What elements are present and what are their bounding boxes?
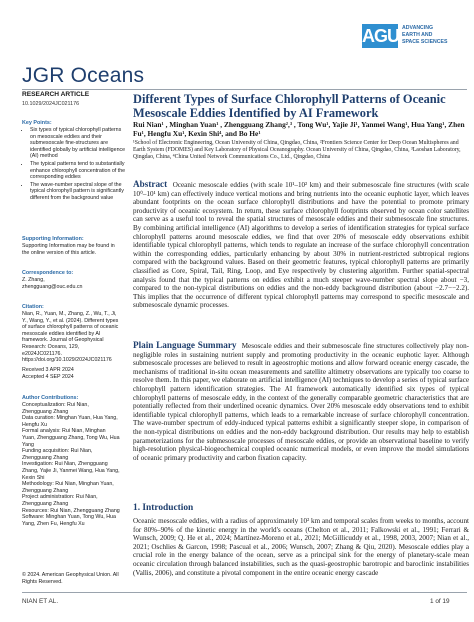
correspondence-label: Correspondence to: bbox=[22, 270, 74, 276]
correspondence-text[interactable]: Z. Zhang, zhengguang@ouc.edu.cn bbox=[22, 277, 83, 290]
agu-logo-mark: AGU bbox=[362, 26, 399, 46]
abstract-text: Oceanic mesoscale eddies (with scale 10¹–10² km) and their submesoscale fine structures (with scale 10⁰–10¹ km) can effectively induce vertical motions and bring nutrients into the oceanic euphotic layer, which leaves abundant footprints on the ocean surface chlorophyll distributions and have the potential to promote primary productivity of oceanic ecosystem. In return, these surface chlorophyll footprints observed by ocean color satellites can serve as a useful tool to reveal the spatial structures of mesoscale eddies and their submesoscale fine structures. By combining artificial intelligence (AI) algorithms to develop a series of identification strategies for typical surface chlorophyll patterns around mesoscale eddies, we find that over 20% of mesoscale eddy observations exhibit identifiable typical chlorophyll patterns, which tends to regulate an increase of the surface chlorophyll concentration within the corresponding eddies, particularly enhancing by about 30% in nutrient-restricted subtropical regions compared with the background values. Based on their geometric features, typical chlorophyll patterns are primarily classified as Core, Spiral, Tail, Ring, Loop, and Eye respectively by clustering algorithm. Further spatial-spectral analysis found that the typical patterns on eddies exhibit a much steeper wave-number spectral slope about −3, compared to the non-typical distributions on eddies and the non-eddy background distribution (about −2.7−−2.2). This implies that the occurrence of different typical chlorophyll patterns may correspond to specific mesoscale and submesoscale dynamic processes. bbox=[133, 181, 469, 310]
supporting-info-text: Supporting Information may be found in the online version of this article. bbox=[22, 243, 115, 256]
agu-tagline: ADVANCING EARTH AND SPACE SCIENCES bbox=[402, 25, 448, 45]
supporting-info-label: Supporting Information: bbox=[22, 236, 84, 242]
article-doi[interactable]: 10.1029/2024JC021176 bbox=[22, 101, 80, 107]
abstract bbox=[133, 180, 469, 310]
article-title: Different Types of Surface Chlorophyll Patterns of Oceanic Mesoscale Eddies Identified by AI Framework bbox=[133, 92, 446, 120]
author-list: Rui Nian¹ , Minghan Yuan¹ , Zhengguang Zhang²,³ , Tong Wu¹, Yajie Ji¹, Yanmei Wang¹, Hua Yang¹, Zhen Fu¹, Hengfu Xu¹, Kexin Shi⁴, and Bo He¹ bbox=[133, 120, 465, 139]
header-divider bbox=[22, 89, 467, 90]
key-point: • The wave-number spectral slope of the typical chlorophyll pattern is significantly different from the background value bbox=[30, 182, 128, 202]
running-head: NIAN ET AL. bbox=[22, 598, 59, 605]
introduction-text: Oceanic mesoscale eddies, with a radius of approximately 10² km and temporal scales from weeks to months, account for 80%–90% of the kinetic energy in the world's oceans (Chelton et al., 2011; Falkowski et al., 1991; Ferrari & Wunsch, 2009; Q. He et al., 2024; Martínez-Moreno et al., 2021; McGillicuddy et al., 1998, 2003, 2007; Nian et al., 2021; Oschlies & Garcon, 1998; Pascual et al., 2006; Wunsch, 2007; Zhang & Qiu, 2020). Mesoscale eddies play a crucial role in the energy balance of the ocean, serve as a principal sink for the energy of planetary-scale mean oceanic circulation through balanced instabilities, such as the quasi-geostrophic barotropic and baroclinic instabilities (Vallis, 2006), and constitute a pivotal component in the entire oceanic energy cascade bbox=[133, 517, 469, 577]
pls-heading: Plain Language Summary bbox=[133, 340, 237, 350]
section-heading-introduction: 1. Introduction bbox=[133, 503, 194, 513]
key-points-label: Key Points: bbox=[22, 120, 52, 126]
plain-language-summary bbox=[133, 341, 469, 462]
author-contributions-label: Author Contributions: bbox=[22, 395, 79, 401]
journal-name: JGR Oceans bbox=[22, 64, 145, 87]
key-point: • The typical patterns tend to substantially enhance chlorophyll concentration of the corresponding eddies bbox=[30, 161, 128, 181]
author-contributions-text: Conceptualization: Rui Nian, Zhengguang Zhang Data curation: Minghan Yuan, Hua Yang, Hengfu Xu Formal analysis: Rui Nian, Minghan Yuan, Zhengguang Zhang, Tong Wu, Hua Yang Funding acquisition: Rui Nian, Zhengguang Zhang Investigation: Rui Nian, Zhengguang Zhang, Yajie Ji, Yanmei Wang, Hua Yang, Kexin Shi Methodology: Rui Nian, Minghan Yuan, Zhengguang Zhang Project administration: Rui Nian, Zhengguang Zhang Resources: Rui Nian, Zhengguang Zhang Software: Minghan Yuan, Tong Wu, Hua Yang, Zhen Fu, Hengfu Xu bbox=[22, 402, 120, 527]
citation-label: Citation: bbox=[22, 304, 44, 310]
article-type: RESEARCH ARTICLE bbox=[22, 91, 90, 98]
article-dates: Received 3 APR 2024 Accepted 4 SEP 2024 bbox=[22, 367, 74, 380]
copyright-notice: © 2024. American Geophysical Union. All Rights Reserved. bbox=[22, 572, 119, 585]
footer-divider bbox=[22, 592, 467, 593]
page-number: 1 of 19 bbox=[430, 598, 450, 605]
affiliations: ¹School of Electronic Engineering, Ocean University of China, Qingdao, China, ²Frontiers Science Center for Deep Ocean Multispheres and Earth System (FDOMES) and Key Laboratory of Physical Oceanography. Ocean University of China, Qingdao, China, ³Laoshan Laboratory, Qingdao, China, ⁴China United Network Communications Co., Ltd., Qingdao, China bbox=[133, 140, 461, 161]
key-points-list bbox=[22, 127, 128, 203]
abstract-heading: Abstract bbox=[133, 179, 168, 189]
pls-text: Mesoscale eddies and their submesoscale fine structures collectively play non-negligible roles in sustaining nutrient supply and promoting productivity in the oceanic euphotic layer. Although submesoscale processes are believed to result in ageostrophic motions and allow forward oceanic energy cascade, the mechanisms of traditional in-situ ocean measurements and satellite altimetry observations are typically too coarse to resolve them. In this paper, we elaborate on artificial intelligence (AI) techniques to develop a series of typical surface chlorophyll pattern identification strategies. The AI framework automatically identified six types of typical chlorophyll patterns of mesoscale eddy, in the context of the generally comparable geometric characteristics that are potentially reflected from their underlined oceanic dynamics. Over 20% mesoscale eddy observations tend to exhibit identifiable typical chlorophyll patterns, which leads to a remarkable increase of surface chlorophyll concentration. The wave-number spectrum of eddy-induced typical patterns exhibit a significantly steeper slope, in comparison of the non-typical distributions on eddies and the non-eddy background distribution. Our results may help to establish parameterizations for the submesoscale processes of mesoscale eddies, or provide an observational baseline to verify high-resolution physical-biogeochemical coupled oceanic numerical models, or even improve the model simulations of oceanic primary productivity and carbon fixation capacity. bbox=[133, 342, 469, 462]
key-point: • Six types of typical chlorophyll patterns on mesoscale eddies and their submesoscale fine-structures are identified globally by artificial intelligence (AI) method bbox=[30, 127, 128, 160]
citation-text: Nian, R., Yuan, M., Zhang, Z., Wu, T., Ji, Y., Wang, Y., et al. (2024). Different types of surface chlorophyll patterns of oceanic mesoscale eddies identified by AI framework. Journal of Geophysical Research: Oceans, 129, e2024JC021176. https://doi.org/10.1029/2024JC021176 bbox=[22, 311, 119, 364]
agu-logo bbox=[362, 22, 472, 52]
